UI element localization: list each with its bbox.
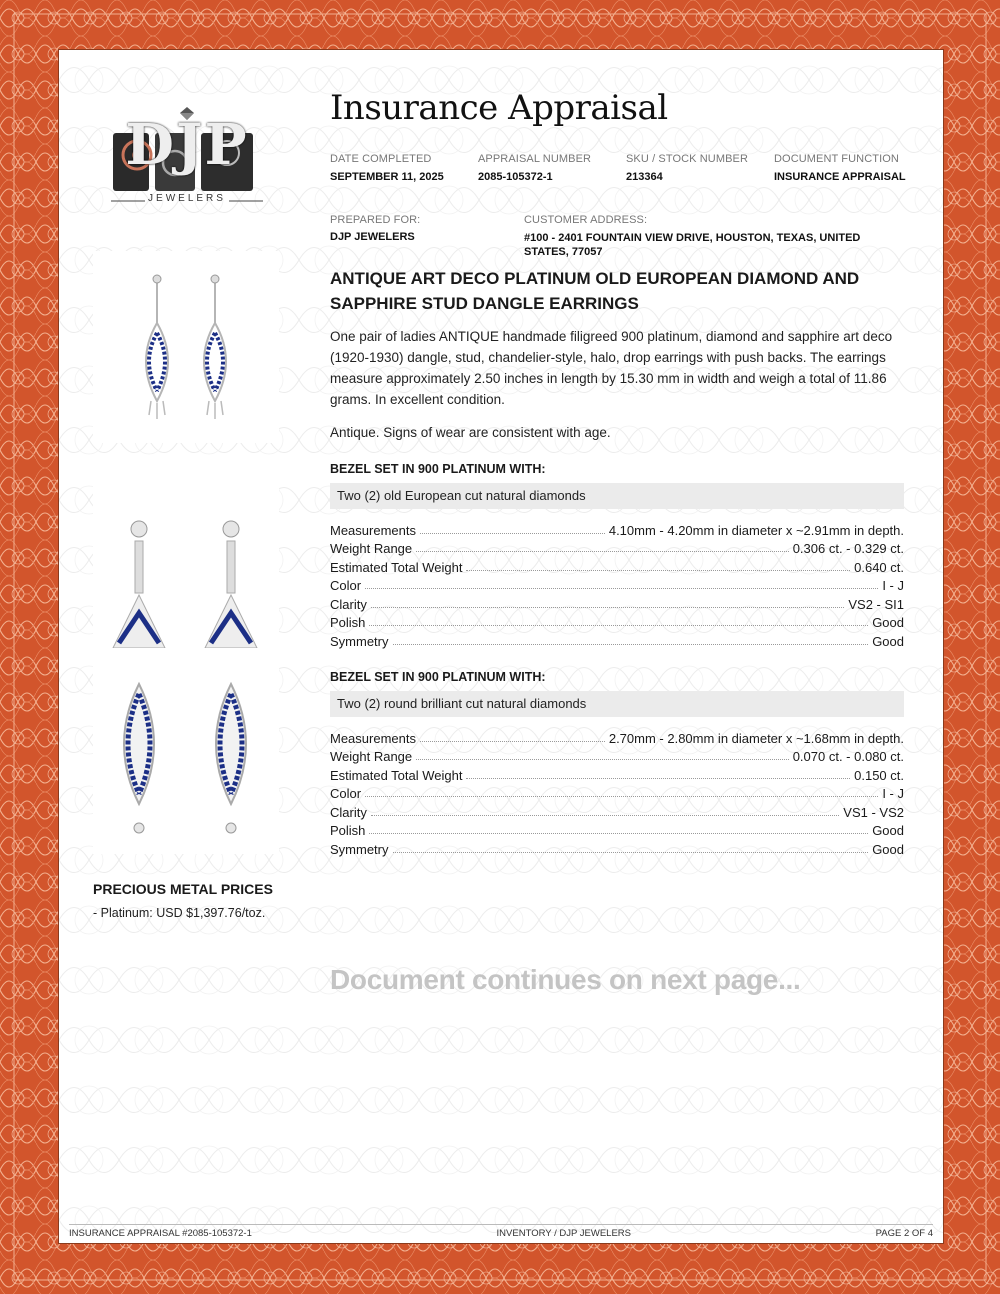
document-title: Insurance Appraisal	[330, 88, 668, 128]
spec-value: Good	[872, 615, 904, 630]
meta-value-appraisal-number: 2085-105372-1	[478, 171, 553, 183]
spec-key: Measurements	[330, 730, 416, 746]
spec-row	[330, 820, 904, 839]
item-condition: Antique. Signs of wear are consistent with age.	[330, 425, 611, 440]
meta-label-date: DATE COMPLETED	[330, 153, 432, 165]
spec-row	[330, 746, 904, 765]
earring-photo-front	[93, 251, 279, 443]
item-heading: ANTIQUE ART DECO PLATINUM OLD EUROPEAN DIAMOND AND SAPPHIRE STUD DANGLE EARRINGS	[330, 269, 860, 313]
spec-key: Symmetry	[330, 633, 389, 649]
meta-value-function: INSURANCE APPRAISAL	[774, 171, 906, 183]
section-1-heading: BEZEL SET IN 900 PLATINUM WITH:	[330, 462, 546, 476]
meta-value-sku: 213364	[626, 171, 663, 183]
spec-key: Estimated Total Weight	[330, 767, 463, 783]
meta-value-date: SEPTEMBER 11, 2025	[330, 171, 444, 183]
spec-value: VS1 - VS2	[843, 804, 904, 820]
spec-key: Polish	[330, 823, 366, 838]
spec-key: Clarity	[330, 596, 367, 612]
spec-value: 0.150 ct.	[854, 767, 904, 783]
item-description: One pair of ladies ANTIQUE handmade filigreed 900 platinum, diamond and sapphire art deco (1920-1930) dangle, stud, chandelier-style, halo, drop earrings with push backs. The earrings measure approximately 2.50 inches in length by 15.30 mm in width and weigh a total of 11.86 grams. In excellent condition.	[330, 329, 893, 407]
earrings-bottom-image	[93, 654, 279, 854]
logo-subtitle: JEWELERS	[148, 193, 226, 204]
spec-key: Weight Range	[330, 541, 413, 556]
spec-value: I - J	[882, 578, 904, 593]
spec-value: Good	[872, 633, 904, 649]
footer-right: PAGE 2 OF 4	[875, 1228, 933, 1239]
section-1-stone: Two (2) old European cut natural diamonds	[337, 488, 586, 503]
spec-row	[330, 575, 904, 594]
meta-label-sku: SKU / STOCK NUMBER	[626, 153, 749, 165]
spec-row	[330, 593, 904, 612]
spec-row	[330, 630, 904, 649]
section-2-stone-band	[330, 691, 904, 717]
spec-row	[330, 556, 904, 575]
spec-row	[330, 764, 904, 783]
section-1-stone-band	[330, 483, 904, 509]
spec-value: I - J	[882, 786, 904, 801]
spec-row	[330, 783, 904, 802]
continues-notice: Document continues on next page...	[330, 964, 801, 995]
spec-row	[330, 727, 904, 746]
earrings-top-image	[93, 463, 279, 648]
earrings-image	[93, 251, 279, 443]
spec-key: Estimated Total Weight	[330, 559, 463, 575]
earring-photo-bottom	[93, 654, 279, 854]
precious-metal-platinum: - Platinum: USD $1,397.76/toz.	[93, 906, 266, 920]
spec-value: VS2 - SI1	[848, 596, 904, 612]
spec-key: Weight Range	[330, 749, 413, 764]
spec-value: 0.640 ct.	[854, 559, 904, 575]
section-2-specs	[330, 727, 904, 857]
spec-key: Color	[330, 786, 362, 801]
earring-photo-top	[93, 463, 279, 648]
spec-value: 2.70mm - 2.80mm in diameter x ~1.68mm in depth.	[608, 730, 904, 746]
spec-key: Color	[330, 578, 362, 593]
spec-row	[330, 801, 904, 820]
spec-value: 4.10mm - 4.20mm in diameter x ~2.91mm in depth.	[608, 522, 904, 538]
meta-label-appraisal-number: APPRAISAL NUMBER	[478, 153, 592, 165]
section-1-specs	[330, 519, 904, 649]
spec-value: Good	[872, 841, 904, 857]
precious-metal-title: PRECIOUS METAL PRICES	[93, 881, 273, 897]
spec-key: Measurements	[330, 522, 416, 538]
customer-address-value: #100 - 2401 FOUNTAIN VIEW DRIVE, HOUSTON, TEXAS, UNITED STATES, 77057	[524, 232, 861, 258]
section-2-stone: Two (2) round brilliant cut natural diamonds	[337, 696, 587, 711]
prepared-for-label: PREPARED FOR:	[330, 214, 421, 226]
customer-address-label: CUSTOMER ADDRESS:	[524, 214, 648, 226]
spec-row	[330, 538, 904, 557]
spec-row	[330, 519, 904, 538]
document-page	[58, 49, 944, 1244]
footer-center: INVENTORY / DJP JEWELERS	[496, 1228, 631, 1239]
meta-label-function: DOCUMENT FUNCTION	[774, 153, 899, 165]
spec-value: 0.306 ct. - 0.329 ct.	[792, 541, 904, 556]
spec-value: 0.070 ct. - 0.080 ct.	[792, 749, 904, 764]
footer-left: INSURANCE APPRAISAL #2085-105372-1	[69, 1228, 252, 1239]
spec-row	[330, 838, 904, 857]
spec-value: Good	[872, 823, 904, 838]
prepared-for-value: DJP JEWELERS	[330, 231, 415, 243]
spec-row	[330, 612, 904, 631]
section-2-heading: BEZEL SET IN 900 PLATINUM WITH:	[330, 670, 546, 684]
logo-brand: DJP	[125, 112, 249, 178]
page-footer	[69, 1224, 933, 1239]
spec-key: Symmetry	[330, 841, 389, 857]
spec-key: Clarity	[330, 804, 367, 820]
spec-key: Polish	[330, 615, 366, 630]
